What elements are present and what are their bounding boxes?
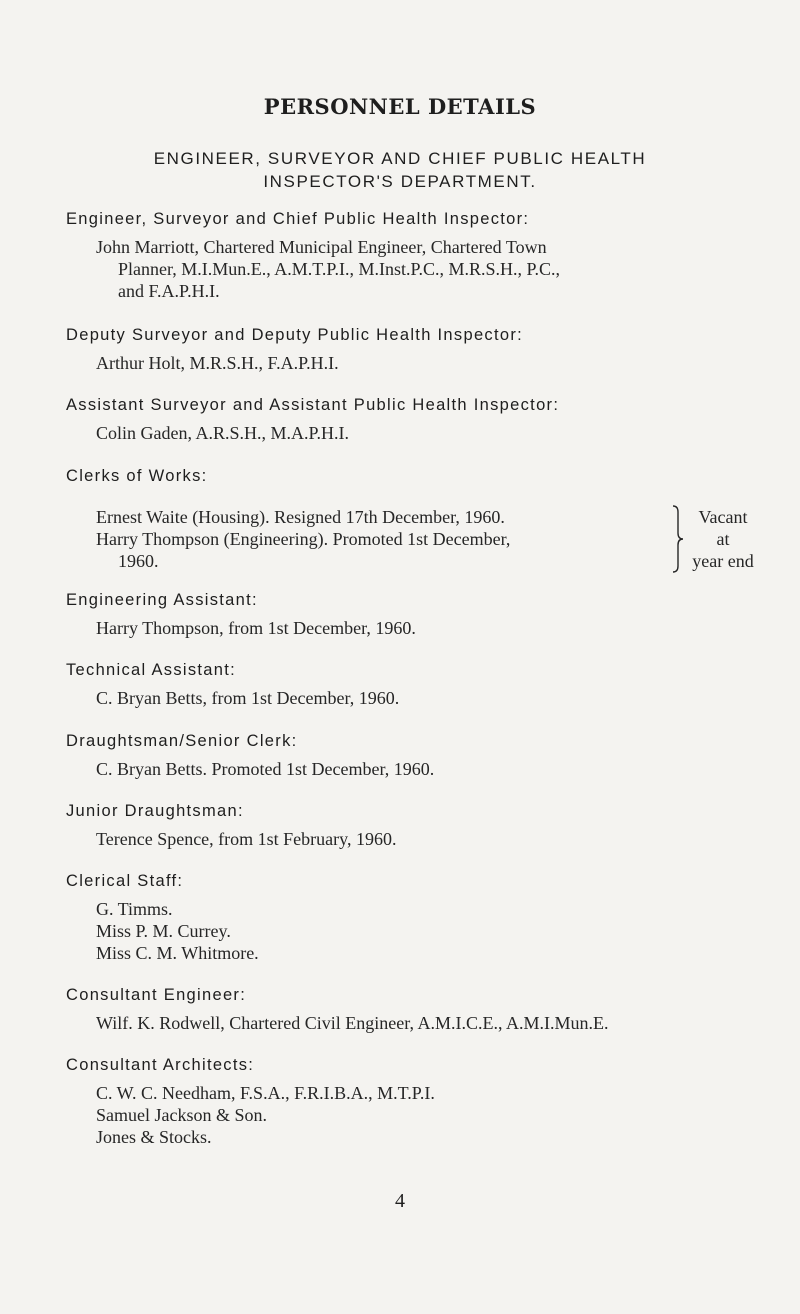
section-body xyxy=(96,422,349,444)
right-brace-icon xyxy=(672,504,684,574)
body-line: and F.A.P.H.I. xyxy=(118,281,220,301)
body-line: Miss P. M. Currey. xyxy=(96,921,231,941)
section-body xyxy=(96,758,434,780)
body-line: Samuel Jackson & Son. xyxy=(96,1105,267,1125)
section-body xyxy=(96,687,399,709)
note-line: year end xyxy=(692,551,754,571)
section-body xyxy=(96,1012,609,1034)
section-body xyxy=(96,1082,435,1148)
note-line: at xyxy=(716,529,730,549)
note-line: Vacant xyxy=(698,507,748,527)
body-line: Planner, M.I.Mun.E., A.M.T.P.I., M.Inst.P.C., M.R.S.H., P.C., xyxy=(118,259,561,279)
section-body xyxy=(96,828,396,850)
body-line: G. Timms. xyxy=(96,899,173,919)
section-heading: Clerks of Works: xyxy=(66,467,208,485)
section-heading: Consultant Engineer: xyxy=(66,986,247,1004)
page-number: 4 xyxy=(395,1190,405,1212)
body-line: C. W. C. Needham, F.S.A., F.R.I.B.A., M.T.P.I. xyxy=(96,1083,435,1103)
body-line: 1960. xyxy=(118,551,159,571)
body-line: Terence Spence, from 1st February, 1960. xyxy=(96,829,397,849)
body-line: Wilf. K. Rodwell, Chartered Civil Engineer, A.M.I.C.E., A.M.I.Mun.E. xyxy=(96,1013,609,1033)
section-heading: Engineering Assistant: xyxy=(66,591,258,609)
section-heading: Technical Assistant: xyxy=(66,661,236,679)
body-line: Miss C. M. Whitmore. xyxy=(96,943,259,963)
section-body xyxy=(96,506,510,572)
section-heading: Consultant Architects: xyxy=(66,1056,255,1074)
page-title: PERSONNEL DETAILS xyxy=(263,94,537,119)
body-line: C. Bryan Betts. Promoted 1st December, 1960. xyxy=(96,759,435,779)
section-heading: Clerical Staff: xyxy=(66,872,184,890)
subtitle-line: INSPECTOR'S DEPARTMENT. xyxy=(263,172,537,191)
body-line: Colin Gaden, A.R.S.H., M.A.P.H.I. xyxy=(96,423,350,443)
section-heading: Draughtsman/Senior Clerk: xyxy=(66,732,298,750)
section-body xyxy=(96,352,339,374)
section-heading: Engineer, Surveyor and Chief Public Health Inspector: xyxy=(66,210,530,228)
vacancy-note xyxy=(688,506,758,572)
body-line: John Marriott, Chartered Municipal Engineer, Chartered Town xyxy=(96,237,547,257)
body-line: Ernest Waite (Housing). Resigned 17th December, 1960. xyxy=(96,507,505,527)
body-line: Jones & Stocks. xyxy=(96,1127,212,1147)
section-heading: Assistant Surveyor and Assistant Public Health Inspector: xyxy=(66,396,560,414)
body-line: C. Bryan Betts, from 1st December, 1960. xyxy=(96,688,400,708)
body-line: Harry Thompson, from 1st December, 1960. xyxy=(96,618,416,638)
body-line: Arthur Holt, M.R.S.H., F.A.P.H.I. xyxy=(96,353,339,373)
section-body xyxy=(96,617,416,639)
subtitle-line: ENGINEER, SURVEYOR AND CHIEF PUBLIC HEALTH xyxy=(153,149,647,168)
section-body xyxy=(96,898,259,964)
section-heading: Junior Draughtsman: xyxy=(66,802,244,820)
section-heading: Deputy Surveyor and Deputy Public Health Inspector: xyxy=(66,326,524,344)
section-body xyxy=(96,236,560,302)
body-line: Harry Thompson (Engineering). Promoted 1st December, xyxy=(96,529,511,549)
department-subtitle xyxy=(0,147,800,193)
